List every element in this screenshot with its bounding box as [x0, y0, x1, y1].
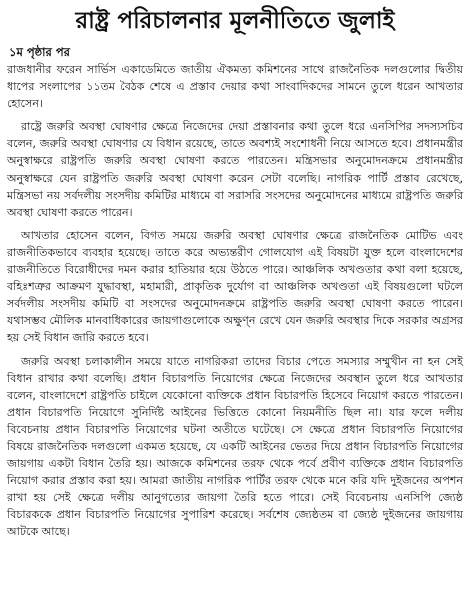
headline: রাষ্ট্র পরিচালনার মূলনীতিতে জুলাই — [75, 8, 395, 34]
continued-from-page-label: ১ম পৃষ্ঠার পর — [9, 45, 70, 59]
article-paragraph-2: রাষ্ট্রে জরুরি অবস্থা ঘোষণার ক্ষেত্রে নিজেদের দেয়া প্রস্তাবনার কথা তুলে ধরে এনসিপির সদস্যসচিব বলেন, জরুরি অবস্থা ঘোষণার যে বিধান রয়েছে, তাতে অবশ্যই সংশোধনী নিয়ে আসতে হবে। প্রধানমন্ত্রীর অনুস্বাক্ষরে রাষ্ট্রপতি জরুরি অবস্থা ঘোষণা করতে পারতেন। মন্ত্রিসভার অনুমোদনক্রমে প্রধানমন্ত্রীর অনুস্বাক্ষরে যেন রাষ্ট্রপতি জরুরি অবস্থা ঘোষণা করেন সেটা বলেছি। নাগরিক পার্টি প্রস্তাব রেখেছে, মন্ত্রিসভা নয় সর্বদলীয় সংসদীয় কমিটির মাধ্যমে বা সরাসরি সংসদের অনুমোদনের মাধ্যমে রাষ্ট্রপতি জরুরি অবস্থা ঘোষণা করতে পারেন। — [7, 120, 463, 219]
article-paragraph-3: আখতার হোসেন বলেন, বিগত সময়ে জরুরি অবস্থা ঘোষণার ক্ষেত্রে রাজনৈতিক মোটিভ এবং রাজনীতিকভাবে ব্যবহার হয়েছে। তাতে করে অভ্যন্তরীণ গোলযোগ এই বিষয়টা যুক্ত হলে বাংলাদেশের রাজনীতিতে বিরোধীদের দমন করার হাতিয়ার হয়ে উঠতে পারে। আঞ্চলিক অখণ্ডতার কথা বলা হয়েছে, বহিঃশত্রুর আক্রমণ যুদ্ধাবস্থা, মহামারী, প্রাকৃতিক দুর্যোগ বা আঞ্চলিক অখণ্ডতা এই বিষয়গুলো ঘটলে সর্বদলীয় সংসদীয় কমিটি বা সংসদের অনুমোদনক্রমে রাষ্ট্রপতি জরুরি অবস্থা ঘোষণা করতে পারেন। যথাসম্ভব মৌলিক মানবাধিকারের জায়গাগুলোকে অক্ষুণ্ন রেখে যেন জরুরি অবস্থার দিকে সরকার অগ্রসর হয় সেই বিধান জারি করতে হবে। — [7, 228, 463, 345]
article-paragraph-1: রাজধানীর ফরেন সার্ভিস একাডেমিতে জাতীয় ঐকমত্য কমিশনের সাথে রাজনৈতিক দলগুলোর দ্বিতীয় ধাপের সংলাপের ১১তম বৈঠক শেষে এ প্রস্তাব দেয়ার কথা সাংবাদিকদের সামনে তুলে ধরেন আখতার হোসেন। — [7, 63, 463, 111]
article-paragraph-4: জরুরি অবস্থা চলাকালীন সময়ে যাতে নাগরিকরা তাদের বিচার পেতে সমস্যার সম্মুখীন না হন সেই বিধান রাখার কথা বলেছি। প্রধান বিচারপতি নিয়োগের ক্ষেত্রে নিজেদের অবস্থান তুলে ধরে আখতার বলেন, বাংলাদেশে রাষ্ট্রপতি চাইলে যেকোনো ব্যক্তিকে প্রধান বিচারপতি হিসেবে নিয়োগ করতে পারতেন। প্রধান বিচারপতি নিয়োগে সুনির্দিষ্ট আইনের ভিত্তিতে কোনো নিয়মনীতি ছিল না। যার ফলে দলীয় বিবেচনায় প্রধান বিচারপতি নিয়োগের ঘটনা অতীতে ঘটেছে। সে ক্ষেত্রে প্রধান বিচারপতি নিয়োগের বিষয়ে রাজনৈতিক দলগুলো একমত হয়েছে, যে একটি আইনের ভেতর দিয়ে প্রধান বিচারপতি নিয়োগের জায়গায় একটা বিধান তৈরি হয়। আজকে কমিশনের তরফ থেকে পর্বে প্রবীণ ব্যক্তিকে প্রধান বিচারপতি নিয়োগ করার প্রস্তাব করা হয়। আমরা জাতীয় নাগরিক পার্টির তরফ থেকে মনে করি যদি দুইজনের অপশন রাখা হয় সেই ক্ষেত্রে দলীয় আনুগত্যের জায়গা তৈরি হতে পারে। সেই বিবেচনায় এনসিপি জ্যেষ্ঠ বিচারককে প্রধান বিচারপতি নিয়োগের সুপারিশ করেছে। সর্বশেষ জ্যেষ্ঠতম বা জ্যেষ্ঠ দুইজনের জায়গায় আটকে আছে। — [7, 354, 463, 539]
